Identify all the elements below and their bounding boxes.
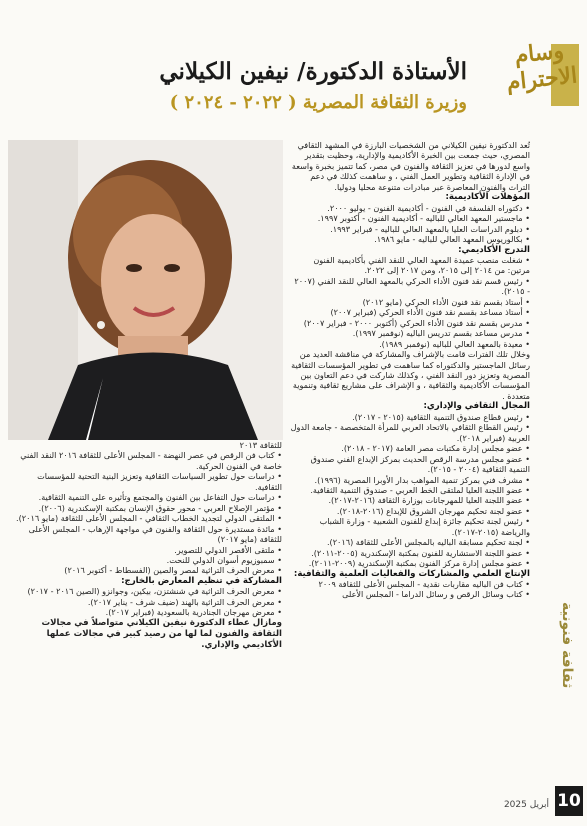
bullet-item: • عضو لجنة تحكيم مهرجان الشروق للإبداع (٢٠١٦-٢٠١٨). [290, 506, 530, 516]
section-heading: التدرج الأكاديمي: [458, 244, 530, 255]
section-title [493, 36, 587, 125]
bullet-item: • أستاذ بقسم نقد فنون الأداء الحركي (مايو ٢٠١٢) [290, 297, 530, 307]
bullet-item: • لجنة تحكيم مسابقة الباليه بالمجلس الأعلى للثقافة (٢٠١٦). [290, 537, 530, 547]
bullet-item: • دكتوراه الفلسفة في الفنون - أكاديمية الفنون - يوليو ٢٠٠٠. [290, 203, 530, 213]
bullet-item: • مدرس بقسم نقد فنون الأداء الحركي (أكتوبر ٢٠٠٠ - فبراير ٢٠٠٧) [290, 318, 530, 328]
portrait-illustration [8, 140, 283, 440]
paragraph: للثقافة ٢٠١٣ [239, 440, 282, 450]
bullet-item: • عضو مجلس مدرسة الرقص الحديث بمركز الإبداع الفني صندوق التنمية الثقافية (٢٠٠٤ - ٢٠١٥). [290, 454, 530, 475]
bullet-item: • معيدة بالمعهد العالي للباليه (نوفمبر ١٩٨٩). [290, 339, 530, 349]
article-title: الأستاذة الدكتورة/ نيفين الكيلاني [159, 58, 467, 85]
bullet-item: • معرض الحرف التراثية في شنشتزن، بيكين، وجوانزو (الصين ٢٠١٦ - ٢٠١٧) [10, 586, 282, 596]
bullet-item: • عضو اللجنة العليا لملتقى الخط العربي - صندوق التنمية الثقافية. [290, 485, 530, 495]
bullet-item: • رئيس القطاع الثقافي بالاتحاد العربي للمرأة المتخصصة - جامعة الدول العربية (فبراير ٢٠١٨). [290, 422, 530, 443]
bullet-item: • معرض مهرجان الجنادرية بالسعودية (فبراير ٢٠١٧). [10, 607, 282, 617]
issue-date: أبريل 2025 [503, 800, 549, 810]
bullet-item: • مؤتمر الإصلاح العربي - محور حقوق الإنسان بمكتبة الإسكندرية (٢٠٠٦). [10, 503, 282, 513]
bullet-item: • أستاذ مساعد بقسم نقد فنون الأداء الحركي (فبراير ٢٠٠٧) [290, 307, 530, 317]
bullet-item: • بكالوريوس المعهد العالي للباليه - مايو ١٩٨٦. [290, 234, 530, 244]
bullet-item: • عضو اللجنة الاستشارية للفنون بمكتبة الإسكندرية (٢٠٠٥-٢٠١١). [290, 548, 530, 558]
bullet-item: • رئيس قسم نقد فنون الأداء الحركي بالمعهد العالي للنقد الفني (٢٠٠٧ - ٢٠١٥). [290, 276, 530, 297]
text-column-right [290, 140, 530, 800]
text-column-left [10, 440, 282, 815]
bullet-item: • عضو مجلس إدارة مركز الفنون بمكتبة الإسكندرية (٢٠٠٩-٢٠١١). [290, 558, 530, 568]
portrait-photo [8, 140, 283, 440]
bullet-item: • كتاب فن الباليه مقاربات نقدية - المجلس الأعلى للثقافة ٢٠٠٩ [290, 579, 530, 589]
paragraph: وخلال تلك الفترات قامت بالإشراف والمشاركة في مناقشة العديد من رسائل الماجستير والدكتوراه كما ساهمت في تطوير المؤسسات الثقافية المصرية وتعزيز دور النقد الفني ، وكذلك شاركت في دعم التعاون بين المؤسسات الأكاديمية والثقافية ، و الإشراف على مشاريع ثقافية وتنموية متعددة . [291, 349, 530, 401]
bullet-item: • رئيس قطاع صندوق التنمية الثقافية (٢٠١٥ - ٢٠١٧). [290, 412, 530, 422]
bullet-item: • دبلوم الدراسات العليا بالمعهد العالي للباليه - فبراير ١٩٩٣. [290, 224, 530, 234]
bullet-item: • كتاب وسائل الرقص و رسائل الدراما - المجلس الأعلى [290, 589, 530, 599]
bullet-item: • الملتقى الدولي لتجديد الخطاب الثقافي - المجلس الأعلى للثقافة (مايو ٢٠١٦). [10, 513, 282, 523]
bullet-item: • ملتقى الأقصر الدولي للتصوير. [10, 545, 282, 555]
magazine-name: ثقافة فنونية [559, 601, 575, 689]
bullet-item: • معرض الحرف التراثية لمصر والصين (الفسطاط - أكتوبر ٢٠١٦) [10, 565, 282, 575]
page-number: 10 [555, 786, 583, 816]
section-heading: الإنتاج العلمي والمشاركات والفعاليات العلمية والثقافية: [293, 568, 530, 579]
bullet-item: • رئيس لجنة تحكيم جائزة إبداع للفنون الشعبية - وزارة الشباب والرياضة (٢٠١٥-٢٠١٧). [290, 516, 530, 537]
bullet-item: • دراسات حول التفاعل بين الفنون والمجتمع وتأثيره على التنمية الثقافية. [10, 492, 282, 502]
section-heading: المشاركة في تنظيم المعارض بالخارج: [121, 575, 282, 586]
bullet-item: • معرض الحرف التراثية بالهند (ضيف شرف - يناير ٢٠١٧). [10, 597, 282, 607]
bullet-item: • مدرس مساعد بقسم تدريس الباليه (نوفمبر ١٩٩٧). [290, 328, 530, 338]
bullet-item: • دراسات حول تطوير السياسات الثقافية وتعزيز البنية التحتية للمؤسسات الثقافية. [10, 471, 282, 492]
bullet-item: • شغلت منصب عميدة المعهد العالي للنقد الفني بأكاديمية الفنون مرتين: من ٢٠١٤ إلى ٢٠١٥، ومن ٢٠١٧ إلى ٢٠٢٢. [290, 255, 530, 276]
bullet-item: • مائدة مستديرة حول الثقافة والفنون في مواجهة الإرهاب - المجلس الأعلى للثقافة (مايو ٢٠١٧) [10, 524, 282, 545]
section-title-line2: الاحترام [505, 62, 579, 96]
bullet-item: • سمبوزيوم أسوان الدولي للنحت. [10, 555, 282, 565]
section-heading: المجال الثقافي والإداري: [423, 401, 530, 412]
bullet-item: • كتاب فن الرقص في عصر النهضة - المجلس الأعلى للثقافة ٢٠١٦ النقد الفني خاصة في الفنون الحركية. [10, 450, 282, 471]
bullet-item: • عضو مجلس إدارة مكتبات مصر العامة (٢٠١٧ - ٢٠١٨). [290, 443, 530, 453]
bullet-item: • ماجستير المعهد العالي للباليه - أكاديمية الفنون - أكتوبر ١٩٩٧. [290, 213, 530, 223]
paragraph: ومازال عطاء الدكتورة نيفين الكيلاني متواصلاً في مجالات الثقافة والفنون لما لها من رصيد كبير في مجالات عملها الأكاديمي والإداري. [41, 617, 282, 650]
section-title-line1: وسام [513, 37, 566, 69]
section-heading: المؤهلات الأكاديمية: [445, 192, 530, 203]
article-subtitle: وزيرة الثقافة المصرية ( ٢٠٢٢ - ٢٠٢٤ ) [169, 92, 467, 113]
paragraph: تُعد الدكتورة نيفين الكيلاني من الشخصيات البارزة في المشهد الثقافي المصري، حيث جمعت بين الخبرة الأكاديمية والإدارية، وحظيت بتقدير واسع لدورها في تعزيز الثقافة والفنون في مصر، كما تتميز بخبرة واسعة في الإدارة الثقافية وتطوير العمل الفني ، و ساهمت كذلك في دعم التراث والفنون المعاصرة عبر مبادرات متنوعة محليا ودوليا. [291, 140, 530, 192]
bullet-item: • مشرف فني بمركز تنمية المواهب بدار الأوبرا المصرية (١٩٩٦). [290, 475, 530, 485]
bullet-item: • عضو اللجنة العليا للمهرجانات بوزارة الثقافة (٢٠١٦-٢٠١٧). [290, 495, 530, 505]
